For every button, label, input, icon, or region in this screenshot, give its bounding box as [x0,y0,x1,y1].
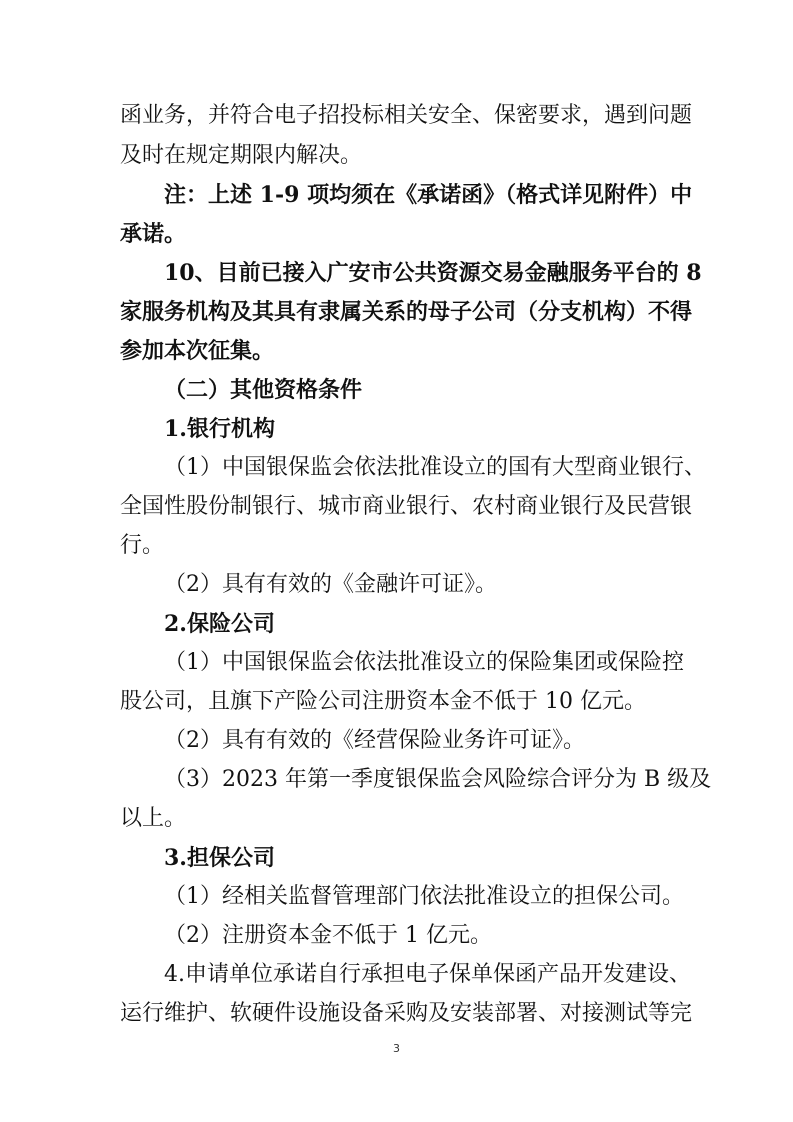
paragraph-line: （3）2023 年第一季度银保监会风险综合评分为 B 级及 [164,767,712,792]
note-line: 承诺。 [120,221,187,247]
item-10-line: 家服务机构及其具有隶属关系的母子公司（分支机构）不得 [120,299,693,325]
subsection-heading: 3.担保公司 [164,845,275,871]
subsection-heading: 2.保险公司 [164,611,275,637]
paragraph-line: 函业务，并符合电子招投标相关安全、保密要求，遇到问题 [120,103,693,128]
item-10-line: 10、目前已接入广安市公共资源交易金融服务平台的 8 [164,260,702,286]
paragraph-line: （1）中国银保监会依法批准设立的保险集团或保险控 [164,650,684,675]
page-number: 3 [393,1042,400,1055]
paragraph-line: 以上。 [120,806,187,831]
paragraph-line: （2）具有有效的《金融许可证》。 [164,572,497,597]
paragraph-line: （2）具有有效的《经营保险业务许可证》。 [164,728,585,753]
subsection-heading: 1.银行机构 [164,416,275,442]
note-line: 注：上述 1-9 项均须在《承诺函》（格式详见附件）中 [164,182,693,208]
paragraph-line: 股公司，且旗下产险公司注册资本金不低于 10 亿元。 [120,689,646,714]
paragraph-line: 4.申请单位承诺自行承担电子保单保函产品开发建设、 [164,962,691,987]
paragraph-line: 及时在规定期限内解决。 [120,143,363,168]
paragraph-line: （2）注册资本金不低于 1 亿元。 [164,923,492,948]
item-10-line: 参加本次征集。 [120,338,275,364]
section-heading: （二）其他资格条件 [164,377,363,403]
paragraph-line: （1）中国银保监会依法批准设立的国有大型商业银行、 [164,455,706,480]
paragraph-line: 运行维护、软硬件设施设备采购及安装部署、对接测试等完 [120,1001,693,1026]
paragraph-line: （1）经相关监督管理部门依法批准设立的担保公司。 [164,884,684,909]
paragraph-line: 行。 [120,533,165,558]
paragraph-line: 全国性股份制银行、城市商业银行、农村商业银行及民营银 [120,494,693,519]
